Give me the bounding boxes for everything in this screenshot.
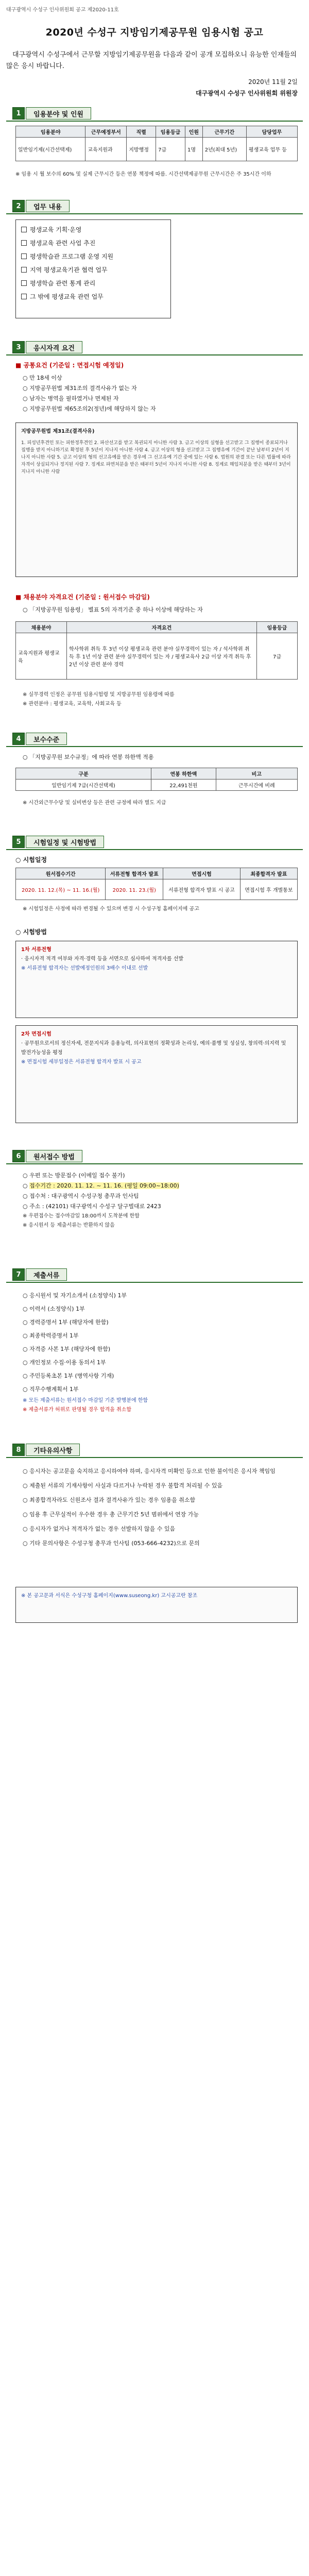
table-cell: 교육지원과 bbox=[85, 138, 127, 161]
table-header-cell: 임용분야 bbox=[16, 126, 85, 138]
section-number: 5 bbox=[12, 836, 25, 848]
table-cell: 1명 bbox=[185, 138, 202, 161]
table-header-row bbox=[16, 126, 298, 138]
list-item: ○ 우편 또는 방문접수 (이메일 접수 불가) bbox=[23, 1171, 297, 1181]
common-requirements-list bbox=[23, 373, 297, 414]
table-header-cell: 임용등급 bbox=[257, 622, 298, 633]
section-heading-3 bbox=[12, 340, 82, 354]
table-cell: 교육지원과 평생교육 bbox=[16, 633, 67, 680]
table-header-row bbox=[16, 622, 298, 633]
table-header-cell: 연봉 하한액 bbox=[151, 768, 216, 779]
step2-box bbox=[15, 1025, 298, 1123]
step-text: · 응시자격 적격 여부와 자격·경력 등을 서면으로 심사하여 적격자를 선발 bbox=[21, 955, 292, 964]
section-heading-5 bbox=[12, 835, 104, 849]
duty-text: 평생학습관 프로그램 운영 지원 bbox=[30, 253, 114, 260]
method-title: ○ 시험방법 bbox=[15, 927, 47, 936]
list-item: ○ 경력증명서 1부 (해당자에 한함) bbox=[23, 1316, 297, 1329]
duty-text: 지역 평생교육기관 협력 업무 bbox=[30, 266, 108, 274]
schedule-title: ○ 시험일정 bbox=[15, 855, 47, 864]
section-divider bbox=[6, 1163, 303, 1164]
section-number: 8 bbox=[12, 1444, 25, 1456]
checkbox-icon bbox=[21, 253, 27, 259]
section-label: 응시자격 요건 bbox=[26, 341, 82, 353]
section-heading-8 bbox=[12, 1443, 80, 1457]
table-header-cell: 구분 bbox=[16, 768, 151, 779]
table-header-cell: 비고 bbox=[216, 768, 297, 779]
list-item: ○ 기타 문의사항은 수성구청 총무과 인사팀 (053-666-4232)으로 문의 bbox=[23, 1536, 297, 1551]
pay-note: ※ 시간외근무수당 및 실비변상 등은 관련 규정에 따라 별도 지급 bbox=[23, 800, 166, 806]
list-item: ○ 지방공무원법 제65조의2(정년)에 해당하지 않는 자 bbox=[23, 404, 297, 414]
step-title: 2차 면접시험 bbox=[21, 1031, 52, 1037]
footer-callout bbox=[15, 1587, 298, 1623]
table-header-row bbox=[16, 868, 298, 879]
duty-text: 평생교육 관련 사업 추진 bbox=[30, 240, 96, 247]
list-item: ○ 최종학력증명서 1부 bbox=[23, 1329, 297, 1343]
list-item bbox=[16, 263, 170, 277]
section-label: 원서접수 방법 bbox=[26, 1150, 82, 1162]
step-text: · 공무원으로서의 정신자세, 전문지식과 응용능력, 의사표현의 정확성과 논리성, 예의·품행 및 성실성, 창의력·의지력 및 발전가능성을 평정 bbox=[21, 1039, 292, 1058]
list-item: ○ 응시자가 없거나 적격자가 없는 경우 선발하지 않을 수 있음 bbox=[23, 1522, 297, 1536]
announcement-date: 2020년 11월 2일 bbox=[248, 78, 298, 86]
list-item bbox=[16, 290, 170, 303]
table-header-cell: 근무예정부서 bbox=[85, 126, 127, 138]
table-header-cell: 면접시험 bbox=[163, 868, 241, 879]
step-title: 1차 서류전형 bbox=[21, 947, 52, 953]
table-cell: 7급 bbox=[257, 633, 298, 680]
recruit-footnote: ※ 임용 시 월 보수의 60% 및 실제 근무시간 등은 연봉 책정에 따름. 시간선택제공무원 근무시간은 주 35시간 이하 bbox=[15, 172, 271, 177]
special-notes bbox=[23, 690, 297, 709]
section-label: 업무 내용 bbox=[26, 200, 70, 212]
table-header-cell: 채용분야 bbox=[16, 622, 67, 633]
box-text: 1. 피성년후견인 또는 피한정후견인 2. 파산선고를 받고 복권되지 아니한 사람 3. 금고 이상의 실형을 선고받고 그 집행이 종료되거나 집행을 받지 아니하기로 확정된 후 5년이 지나지 아니한 사람 4. 금고 이상의 형을 선고받고 그 집행유예 기간이 끝난 날부터 2년이 지나지 아니한 사람 5. 금고 이상의 형의 선고유예를 받은 경우에 그 선고유예 기간 중에 있는 사람 6. 법원의 판결 또는 다른 법률에 따라 자격이 상실되거나 정지된 사람 7. 징계로 파면처분을 받은 때부터 5년이 지나지 아니한 사람 8. 징계로 해임처분을 받은 때부터 3년이 지나지 아니한 사람 bbox=[21, 440, 291, 474]
table-header-cell: 서류전형 합격자 발표 bbox=[106, 868, 163, 879]
docs-list bbox=[23, 1289, 297, 1415]
special-requirements-table bbox=[15, 621, 298, 680]
checkbox-icon bbox=[21, 240, 27, 246]
disqualification-box bbox=[15, 422, 298, 577]
note-line: ※ 제출서류가 허위로 판명될 경우 합격을 취소함 bbox=[23, 1407, 131, 1413]
section-number: 1 bbox=[12, 107, 25, 120]
list-item: ○ 남자는 병역을 필하였거나 면제된 자 bbox=[23, 394, 297, 404]
common-requirements-title: ■ 공통요건 (기준일 : 면접시험 예정일) bbox=[15, 362, 124, 369]
section-heading-6 bbox=[12, 1149, 82, 1163]
duties-box bbox=[15, 219, 171, 318]
list-item: ○ 지방공무원법 제31조의 결격사유가 없는 자 bbox=[23, 383, 297, 394]
schedule-note: ※ 시험일정은 사정에 따라 변경될 수 있으며 변경 시 수성구청 홈페이지에 공고 bbox=[23, 906, 199, 912]
duty-text: 평생학습 관련 통계 관리 bbox=[30, 280, 96, 287]
note-line: ※ 우편접수는 접수마감일 18:00까지 도착분에 한함 bbox=[23, 1213, 140, 1219]
table-cell: 지방행정 bbox=[127, 138, 156, 161]
checkbox-icon bbox=[21, 280, 27, 286]
table-cell: 학사학위 취득 후 3년 이상 평생교육 관련 분야 실무경력이 있는 자 / 석사학위 취득 후 1년 이상 관련 분야 실무경력이 있는 자 / 평생교육사 2급 이상 자격 취득 후 2년 이상 관련 분야 경력 bbox=[67, 633, 257, 680]
table-cell: 22,491천원 bbox=[151, 779, 216, 791]
table-cell: 평생교육 업무 등 bbox=[246, 138, 297, 161]
section-heading-2 bbox=[12, 199, 70, 213]
table-cell: 2년(최대 5년) bbox=[202, 138, 246, 161]
special-requirements-title: ■ 채용분야 자격요건 (기준일 : 원서접수 마감일) bbox=[15, 594, 150, 601]
intro-paragraph: 대구광역시 수성구에서 근무할 지방임기제공무원을 다음과 같이 공개 모집하오니 유능한 인재들의 많은 응시 바랍니다. bbox=[6, 51, 297, 70]
step-note: ※ 서류전형 합격자는 선발예정인원의 3배수 이내로 선발 bbox=[21, 965, 148, 971]
schedule-table bbox=[15, 868, 298, 900]
section-heading-7 bbox=[12, 1267, 67, 1282]
note-line: ※ 실무경력 인정은 공무원 임용시험령 및 지방공무원 임용령에 따름 bbox=[23, 692, 175, 698]
table-row bbox=[16, 138, 298, 161]
section-label: 임용분야 및 인원 bbox=[26, 107, 91, 120]
list-item bbox=[23, 1181, 297, 1191]
section-number: 6 bbox=[12, 1150, 25, 1162]
table-header-cell: 원서접수기간 bbox=[16, 868, 106, 879]
table-header-cell: 담당업무 bbox=[246, 126, 297, 138]
pay-desc bbox=[23, 752, 297, 762]
section-label: 시험일정 및 시험방법 bbox=[26, 836, 104, 848]
section-divider bbox=[6, 746, 303, 747]
list-item: ○ 만 18세 이상 bbox=[23, 373, 297, 383]
notes-list bbox=[23, 1464, 297, 1551]
section-divider bbox=[6, 121, 303, 122]
table-header-row bbox=[16, 768, 298, 779]
section-divider bbox=[6, 849, 303, 850]
table-header-cell: 임용등급 bbox=[156, 126, 185, 138]
step-note: ※ 면접시험 세부일정은 서류전형 합격자 발표 시 공고 bbox=[21, 1059, 142, 1065]
list-item: ○ 주민등록초본 1부 (병역사항 기재) bbox=[23, 1369, 297, 1383]
list-item: ○ 접수처 : 대구광역시 수성구청 총무과 인사팀 bbox=[23, 1191, 297, 1201]
section-label: 제출서류 bbox=[26, 1268, 67, 1281]
table-cell: 근무시간에 비례 bbox=[216, 779, 297, 791]
table-header-cell: 근무기간 bbox=[202, 126, 246, 138]
desc-text: ○ 「지방공무원 임용령」 별표 5의 자격기준 중 하나 이상에 해당하는 자 bbox=[23, 606, 203, 613]
section-number: 2 bbox=[12, 200, 25, 212]
recruit-table bbox=[15, 126, 298, 161]
checkbox-icon bbox=[21, 267, 27, 273]
table-cell: 2020. 11. 12.(목) ~ 11. 16.(월) bbox=[16, 879, 106, 900]
table-cell: 2020. 11. 23.(월) bbox=[106, 879, 163, 900]
box-title: 지방공무원법 제31조(결격사유) bbox=[21, 429, 95, 434]
list-item: ○ 개인정보 수집·이용 동의서 1부 bbox=[23, 1356, 297, 1369]
announcement-number: 대구광역시 수성구 인사위원회 공고 제2020-11호 bbox=[6, 7, 119, 13]
table-header-cell: 최종합격자 발표 bbox=[240, 868, 297, 879]
apply-info bbox=[23, 1171, 297, 1230]
list-item bbox=[16, 236, 170, 250]
list-item: ○ 이력서 (소정양식) 1부 bbox=[23, 1302, 297, 1316]
page-title: 2020년 수성구 지방임기제공무원 임용시험 공고 bbox=[45, 27, 264, 38]
list-item: ○ 최종합격자라도 신원조사 결과 결격사유가 있는 경우 임용을 취소함 bbox=[23, 1493, 297, 1507]
table-row bbox=[16, 633, 298, 680]
section-heading-4 bbox=[12, 732, 67, 746]
list-item: ○ 응시원서 및 자기소개서 (소정양식) 1부 bbox=[23, 1289, 297, 1302]
section-heading-1 bbox=[12, 106, 91, 121]
table-cell: 일반임기제(시간선택제) bbox=[16, 138, 85, 161]
list-item bbox=[16, 277, 170, 290]
table-cell: 일반임기제 7급(시간선택제) bbox=[16, 779, 151, 791]
period-text: 접수기간 : 2020. 11. 12. ~ 11. 16. (평일 09:00~18:00) bbox=[29, 1182, 179, 1189]
table-cell: 7급 bbox=[156, 138, 185, 161]
desc-text: ○ 「지방공무원 보수규정」에 따라 연봉 하한액 적용 bbox=[23, 754, 154, 760]
section-label: 보수수준 bbox=[26, 733, 67, 745]
step1-box bbox=[15, 941, 298, 1018]
duty-text: 평생교육 기획·운영 bbox=[30, 226, 82, 233]
note-line: ※ 응시원서 등 제출서류는 반환하지 않음 bbox=[23, 1223, 115, 1228]
issuer: 대구광역시 수성구 인사위원회 위원장 bbox=[195, 90, 298, 97]
list-item: ○ 직무수행계획서 1부 bbox=[23, 1383, 297, 1396]
table-cell: 서류전형 합격자 발표 시 공고 bbox=[163, 879, 241, 900]
list-item: ○ 제출된 서류의 기재사항이 사실과 다르거나 누락된 경우 불합격 처리될 수 있음 bbox=[23, 1479, 297, 1493]
section-divider bbox=[6, 1457, 303, 1458]
footer-note: ※ 본 공고문과 서식은 수성구청 홈페이지(www.suseong.kr) 고시공고란 참조 bbox=[21, 1593, 198, 1599]
table-header-cell: 인원 bbox=[185, 126, 202, 138]
table-row bbox=[16, 879, 298, 900]
section-label: 기타유의사항 bbox=[26, 1444, 80, 1456]
note-line: ※ 모든 제출서류는 원서접수 마감일 기준 발행분에 한함 bbox=[23, 1398, 148, 1403]
list-item: ○ 임용 후 근무실적이 우수한 경우 총 근무기간 5년 범위에서 연장 가능 bbox=[23, 1507, 297, 1522]
table-cell: 면접시험 후 개별통보 bbox=[240, 879, 297, 900]
table-row bbox=[16, 779, 298, 791]
section-divider bbox=[6, 213, 303, 214]
special-requirements-desc bbox=[23, 605, 297, 615]
list-item: ○ 자격증 사본 1부 (해당자에 한함) bbox=[23, 1343, 297, 1356]
list-item bbox=[16, 223, 170, 236]
checkbox-icon bbox=[21, 294, 27, 299]
section-number: 3 bbox=[12, 341, 25, 353]
checkbox-icon bbox=[21, 227, 27, 232]
table-header-cell: 자격요건 bbox=[67, 622, 257, 633]
list-item: ○ 주소 : (42101) 대구광역시 수성구 달구벌대로 2423 bbox=[23, 1201, 297, 1212]
note-line: ※ 관련분야 : 평생교육, 교육학, 사회교육 등 bbox=[23, 701, 122, 707]
list-item: ○ 응시자는 공고문을 숙지하고 응시하여야 하며, 응시자격 미확인 등으로 인한 불이익은 응시자 책임임 bbox=[23, 1464, 297, 1479]
section-number: 4 bbox=[12, 733, 25, 745]
pay-table bbox=[15, 768, 298, 791]
duty-text: 그 밖에 평생교육 관련 업무 bbox=[30, 293, 104, 300]
list-item bbox=[16, 250, 170, 263]
section-number: 7 bbox=[12, 1268, 25, 1281]
table-header-cell: 직렬 bbox=[127, 126, 156, 138]
section-divider bbox=[6, 1282, 303, 1283]
section-divider bbox=[6, 354, 303, 355]
